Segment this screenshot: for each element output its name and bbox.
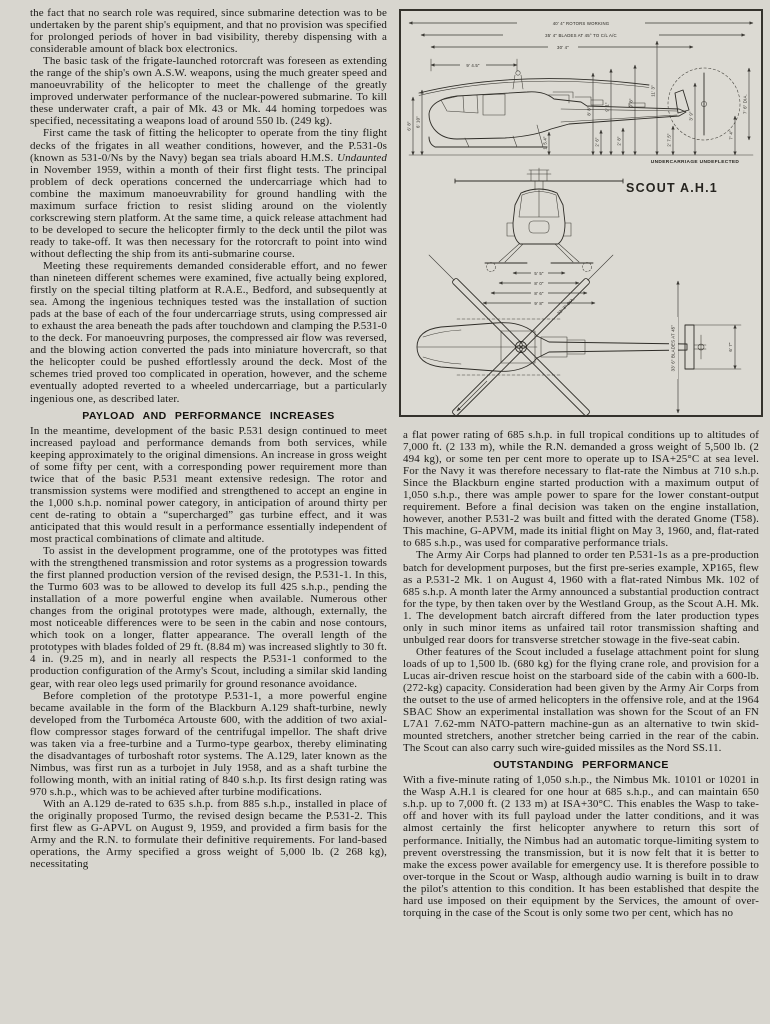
dim-label: 9' 1" [604, 102, 610, 112]
front-view-drawing [455, 168, 623, 272]
undercarriage-note: UNDERCARRIAGE UNDEFLECTED [650, 160, 740, 165]
dim-label: 40' 4" ROTORS WORKING [552, 21, 610, 26]
paragraph: a flat power rating of 685 s.h.p. in full tropical conditions up to altitudes of 7,000 ft. (2 133 m), while the R.N. demanded a gross weight of 5,500 lb. (2 494 kg), or some ten per cent more to operate up to ISA+25°C at sea level. For the Navy it was therefore necessary to flat-rate the Nimbus at 710 s.h.p. Since the Blackburn engine started production with a maximum output of 1,050 s.h.p., there was ample power to spare for the lower constant-output requirement. Before a final decision was taken on the engine installation, however, another P.531-2 was built and fitted with the derated Gnome (T58). This machine, G-APVM, made its initial flight on May 3, 1960, and, flat-rated to 685 s.h.p., was used for comparative performance trials. [403, 429, 759, 550]
left-column [30, 7, 387, 870]
paragraph: the fact that no search role was required, since submarine detection was to be undertaken by the parent ship's equipment, and that no provision was specified for prolonged periods of hover in bad visibility, thereby dispensing with a considerable amount of black box electronics. [30, 7, 387, 56]
ship-name-italic: Undaunted [337, 151, 387, 164]
dim-label: 11' 3" [650, 85, 656, 97]
front-view-dimension-lines [483, 269, 595, 306]
dim-label: 2' 8" [616, 136, 622, 146]
dim-label: 9' 4.5" [466, 63, 480, 68]
dim-label: 35' 4" BLADES AT 45° TO C/L A/C [545, 33, 617, 38]
dim-label: 30' 4" [557, 45, 569, 50]
top-view-dimension-lines [556, 281, 741, 413]
dim-label: 6' 8" [406, 121, 412, 131]
paragraph: Other features of the Scout included a fuselage attachment point for slung loads of up to 1,500 lb. (680 kg) for the flying crane role, and provision for a Lucas air-driven rescue hoist on the starboard side of the cabin with a 600-lb. (272-kg) capacity. Consideration had been given by the Army Air Corps from the outset to the use of armed helicopters in the offensive role, and at the 1964 SBAC Show an experimental installation was shown for the Scout of an FN L7A1 7.62-mm NATO-pattern machine-gun as an alternative to twin skid-mounted stretchers, another stretcher being carried in the rear of the cabin. The Scout can also carry such wire-guided missiles as the Nord SS.11. [403, 645, 759, 755]
dim-label: 1' 5.4" [542, 136, 548, 150]
paragraph: The basic task of the frigate-launched rotorcraft was foreseen as extending the range of the ship's own A.S.W. weapons, using the much greater speed and manoeuvrability of the helicopter to meet the challenge of the greatly improved underwater performance of the nuclear-powered submarine. To kill these underwater craft, a pair of Mk. 43 or Mk. 44 homing torpedoes was specified, necessitating a weapons load of around 550 lb. (249 kg). [30, 55, 387, 128]
diagram-svg [401, 11, 761, 415]
paragraph: In the meantime, development of the basic P.531 design continued to meet increased payload and performance demands from both services, while keeping approximately to the original dimensions. An increase in gross weight of some fifty per cent, with a corresponding power requirement more than twice that of the basic P.531 meant extensive redesign. The rotor and transmission systems were modified and strengthened to accept an engine in the 1,000 s.h.p. nominal power category, in anticipation of around thirty per cent de-rating to obtain a “supercharged” gas turbine effect, and it was anticipated that this would result in a performance essentially independent of most practical combinations of climate and altitude. [30, 424, 387, 545]
section-heading-performance: OUTSTANDING PERFORMANCE [493, 759, 669, 772]
dim-label: 6' 10" [415, 116, 421, 128]
paragraph [30, 127, 387, 260]
dim-label: 5' 5" [534, 271, 544, 276]
scout-three-view-diagram [399, 9, 763, 417]
dim-label: 2' 7.5" [666, 133, 672, 147]
side-view-dimension-lines [409, 19, 753, 71]
paragraph: To assist in the development programme, one of the prototypes was fitted with the strengthened transmission and rotor systems as a progression towards the first planned production version of the revised design, the P.531-1. In this, the Turmo 603 was to be allowed to develop its full 425 s.h.p., pending the installation of a more powerful engine when available. Numerous other changes from the original prototypes were made, although, externally, the most noticeable differences were to be seen in the cabin and nose contours, which took on a longer, flatter appearance. The overall length of the prototypes with blades folded of 29 ft. (8.84 m) was increased slightly to 30 ft. 4 in. (9.25 m), and in nearly all respects the P.531-1 conformed to the production configuration of the Army's Scout, including a similar skid landing gear, with rear oleo legs used primarily for ground resonance avoidance. [30, 545, 387, 690]
dim-label: 7' 6" DIA. [742, 94, 748, 114]
dim-label: 8' 6" [534, 291, 544, 296]
dim-label: 7' 4" [728, 130, 734, 140]
dim-label: 9' 8" [534, 301, 544, 306]
paragraph: Before completion of the prototype P.531-1, a more powerful engine became available in the form of the Blackburn A.129 shaft-turbine, newly developed from the Turboméca Artouste 600, with the addition of two axial-flow compressor stages forward of the centrifugal impellor. The shaft drive was taken via a free-turbine and a Turmo-type gearbox, thereby eliminating the disadvantages of turboshaft rotor systems. The A.129, later known as the Nimbus, was first run as a turbojet in July 1958, and as a shaft turbine the following month, with an initial rating of 840 s.h.p. Its first design rating was 970 s.h.p., which was to be achieved after turbine modifications. [30, 689, 387, 798]
paragraph: Meeting these requirements demanded considerable effort, and no fewer than nineteen different schemes were examined, five actually being explored, firstly on the special tilting platform at R.A.E., Bedford, and subsequently at sea. Among the ingenious techniques tested was the installation of suction pads at the base of each of the four undercarriage struts, using compressed air to exhaust the area beneath the pads after touchdown and clamping the P.531-0 to the deck. For manoeuvring purposes, the compressed air flow was reversed, and the blowing action converted the pads into miniature hovercraft, so that the helicopter could be pushed effortlessly around the deck. Most of the schemes tried proved too complicated in operation, however, and the scheme eventually adopted reverted to a wheeled undercarriage, but a particularly ingenious one, as described later. [30, 259, 387, 405]
paragraph: The Army Air Corps had planned to order ten P.531-1s as a pre-production batch for development purposes, but the first pre-series example, XP165, flew as a P.531-2 Mk. 1 on August 4, 1960 with a flat-rated Nimbus Mk. 102 of 685 s.h.p. A month later the Army announced a substantial production contract for the type, by then taken over by the Westland Group, as the Scout A.H. Mk. 1. The development batch aircraft differed from the later production types only in such minor items as unfaired tail rotor transmission shafting and unbulged rear doors for transverse stretcher stowage in the five-seat cabin. [403, 549, 759, 646]
dim-label: 9' 8" [628, 98, 634, 108]
dim-label: 8' 0" [534, 281, 544, 286]
section-heading-payload: PAYLOAD AND PERFORMANCE INCREASES [82, 409, 335, 422]
diagram-title: SCOUT A.H.1 [626, 181, 718, 195]
right-column [403, 429, 759, 919]
paragraph: With an A.129 de-rated to 635 s.h.p. from 885 s.h.p., installed in place of the originally proposed Turmo, the revised design became the P.531-2. This first flew as G-APVL on August 9, 1959, and provided a firm basis for the Army and the R.N. to formulate their definitive requirements. For land-based operations, the Army specified a gross weight of 5,000 lb. (2 268 kg), necessitating [30, 798, 387, 871]
dim-label: 33' 6" BLADES AT 45° [670, 324, 676, 372]
paragraph: With a five-minute rating of 1,050 s.h.p., the Nimbus Mk. 10101 or 10201 in the Wasp A.H.1 is cleared for one hour at 685 s.h.p., and can maintain 650 s.h.p. up to 7,000 ft. (2 133 m) at ISA+30°C. This enables the Wasp to take-off and hover with its full payload under the latter conditions, and it was almost certainly the first helicopter anywhere to return this sort of performance. Initially, the Nimbus had an automatic torque-limiting system to prevent overstressing the transmission, but it is now felt that it is better to make the excess power available for emergency use. It is therefore possible to over-torque in the Scout or Wasp, although audio warning is built in to draw the pilot's attention to this condition. It has been established that despite the hard use imposed on their equipment by the Services, the amount of over-torquing in the case of the Scout is only some two per cent, which has no [403, 774, 759, 919]
dim-label: 8' 8" [586, 106, 592, 116]
side-view-height-dims [407, 41, 750, 155]
top-view-drawing [417, 255, 706, 415]
dim-label: 32' 3" DIA. [556, 296, 576, 316]
dim-label: 3' 9" [688, 111, 694, 121]
paragraph-text: First came the task of fitting the helicopter to operate from the tiny flight decks of the frigates in all weather conditions, however, and the P.531-0s (known as 531-0/Ns by the Navy) began sea trials aboard H.M.S. [30, 127, 387, 164]
dim-label: 2' 6" [594, 137, 600, 147]
dim-label: 6' 7" [728, 342, 733, 352]
paragraph-text: in November 1959, within a month of their first flight tests. The principal problem of deck operations concerned the undercarriage which had to combine the maximum manoeuvrability for ground handling with the maximum surface friction to resist sliding around on the violently corkscrewing stern platform. At the same time, a quick release attachment had to be developed to secure the helicopter firmly to the deck until the pilot was ready to take-off. It was then necessary for the rotorcraft to point into wind without deflecting the ship from its anti-submarine course. [30, 163, 387, 260]
side-view-drawing [406, 68, 753, 155]
